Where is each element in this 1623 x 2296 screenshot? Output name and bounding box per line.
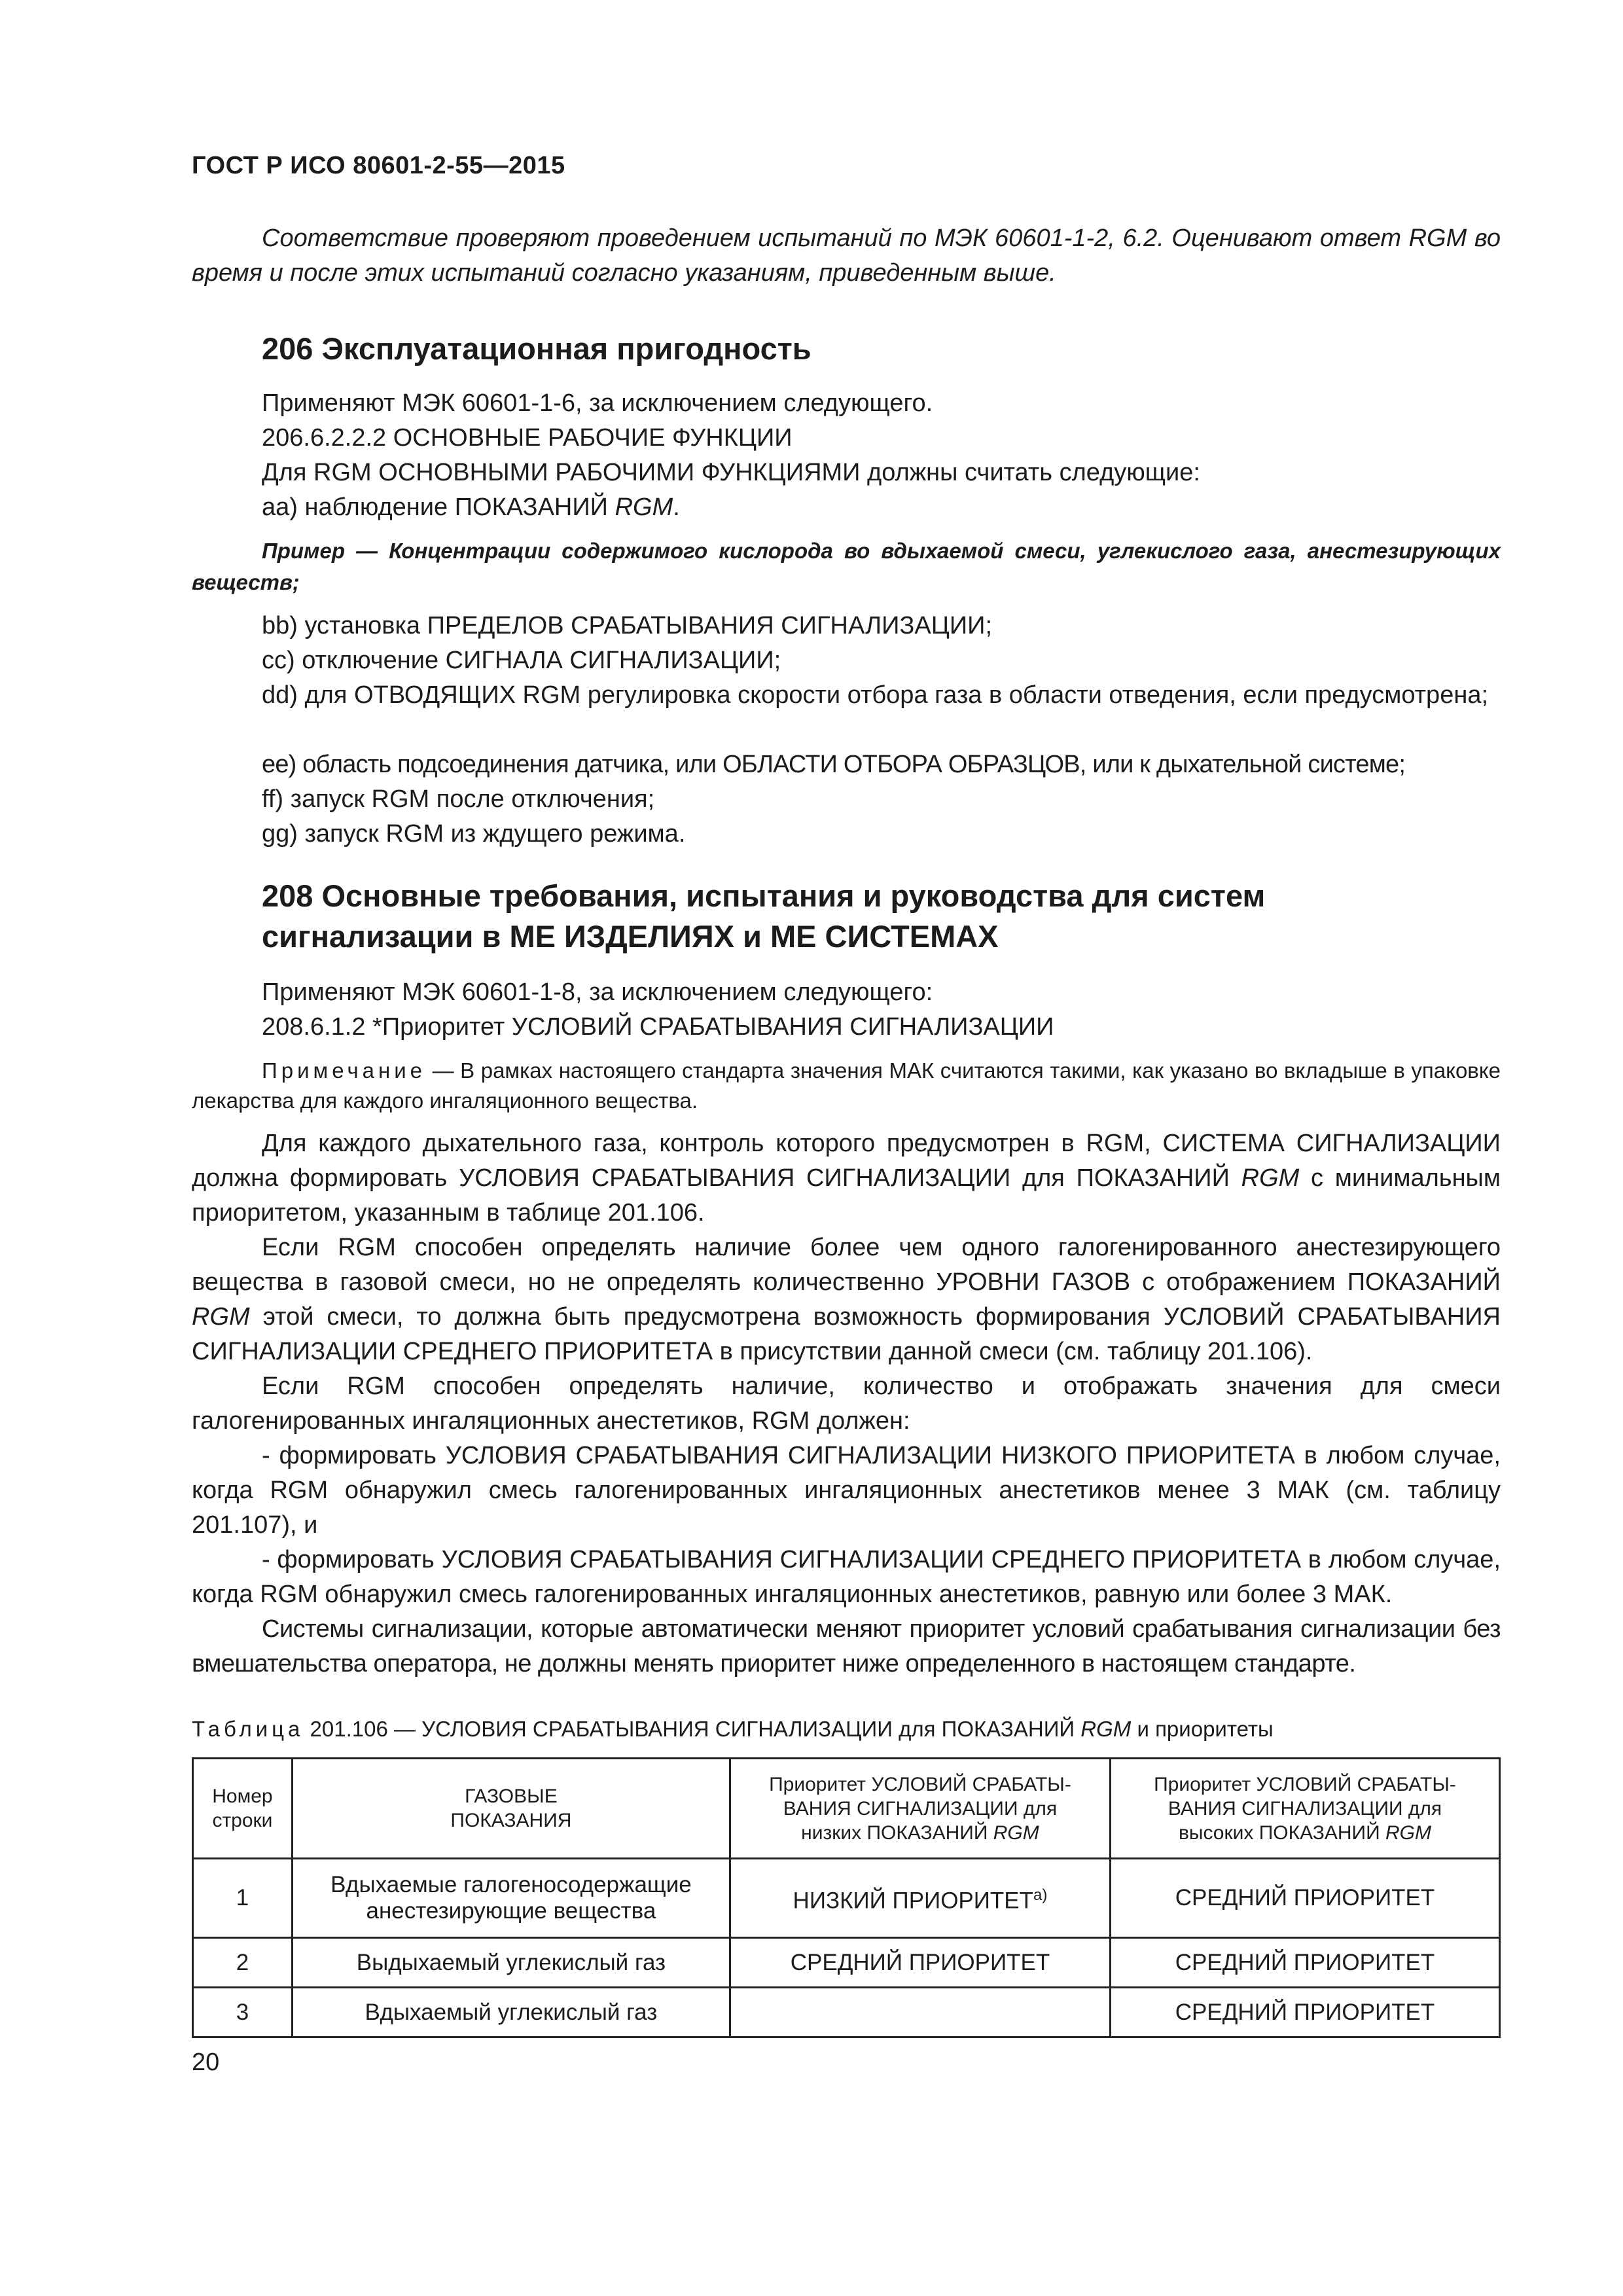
priority-table	[192, 1757, 1501, 2038]
intro-paragraph: Соответствие проверяют проведением испытаний по МЭК 60601-1-2, 6.2. Оценивают ответ RGM во время и после этих испытаний согласно указаниям, приведенным выше.	[192, 224, 1501, 287]
cell-high-priority: СРЕДНИЙ ПРИОРИТЕТ	[1110, 1938, 1499, 1988]
cell-gas: Вдыхаемые галогеносодержащие анестезирующие вещества	[292, 1859, 730, 1938]
cell-low-priority: СРЕДНИЙ ПРИОРИТЕТ	[730, 1938, 1110, 1988]
item-ff: ff) запуск RGM после отключения;	[262, 785, 655, 813]
footnote-marker: а)	[1033, 1886, 1048, 1904]
header-low-priority: Приоритет УСЛОВИЙ СРАБАТЫ- ВАНИЯ СИГНАЛИЗАЦИИ для низких ПОКАЗАНИЙ RGM	[730, 1759, 1110, 1859]
cell-high-priority: СРЕДНИЙ ПРИОРИТЕТ	[1110, 1859, 1499, 1938]
item-ee: ее) область подсоединения датчика, или ОБЛАСТИ ОТБОРА ОБРАЗЦОВ, или к дыхательной системе;	[262, 751, 1406, 778]
cell-row-number: 3	[193, 1988, 293, 2037]
item-aa: аа) наблюдение ПОКАЗАНИЙ RGM.	[262, 493, 680, 521]
cell-gas: Вдыхаемый углекислый газ	[292, 1988, 730, 2037]
section-208-heading-line-2: сигнализации в ME ИЗДЕЛИЯХ и ME СИСТЕМАХ	[262, 919, 999, 954]
cell-low-priority	[730, 1988, 1110, 2037]
paragraph-6: Системы сигнализации, которые автоматически меняют приоритет условий срабатывания сигнализации без вмешательства оператора, не должны менять приоритет ниже определенного в настоящем стандарте.	[192, 1615, 1501, 1677]
header-gas-readings: ГАЗОВЫЕ ПОКАЗАНИЯ	[292, 1759, 730, 1859]
section-208-line-1: Применяют МЭК 60601-1-8, за исключением следующего:	[262, 978, 933, 1006]
item-bb: bb) установка ПРЕДЕЛОВ СРАБАТЫВАНИЯ СИГНАЛИЗАЦИИ;	[262, 612, 993, 639]
header-row-number: Номер строки	[193, 1759, 293, 1859]
table-row	[193, 1859, 1500, 1938]
section-208-line-2: 208.6.1.2 *Приоритет УСЛОВИЙ СРАБАТЫВАНИЯ СИГНАЛИЗАЦИИ	[262, 1013, 1054, 1041]
table-header-row	[193, 1759, 1500, 1859]
item-gg: gg) запуск RGM из ждущего режима.	[262, 820, 686, 848]
section-206-line-2: 206.6.2.2.2 ОСНОВНЫЕ РАБОЧИЕ ФУНКЦИИ	[262, 424, 793, 452]
paragraph-1: Для каждого дыхательного газа, контроль которого предусмотрен в RGM, СИСТЕМА СИГНАЛИЗАЦИИ должна формировать УСЛОВИЯ СРАБАТЫВАНИЯ СИГНАЛИЗАЦИИ для ПОКАЗАНИЙ RGM с минимальным приоритетом, указанным в таблице 201.106.	[192, 1130, 1501, 1227]
page-number: 20	[192, 2049, 220, 2076]
standard-header: ГОСТ Р ИСО 80601-2-55—2015	[192, 152, 565, 179]
table-row	[193, 1938, 1500, 1988]
paragraph-5: - формировать УСЛОВИЯ СРАБАТЫВАНИЯ СИГНАЛИЗАЦИИ СРЕДНЕГО ПРИОРИТЕТА в любом случае, когда RGM обнаружил смесь галогенированных ингаляционных анестетиков, равную или более 3 МАК.	[192, 1546, 1501, 1608]
item-dd: dd) для ОТВОДЯЩИХ RGM регулировка скорости отбора газа в области отведения, если предусмотрена;	[262, 681, 1489, 709]
cell-high-priority: СРЕДНИЙ ПРИОРИТЕТ	[1110, 1988, 1499, 2037]
paragraph-3: Если RGM способен определять наличие, количество и отображать значения для смеси галогенированных ингаляционных анестетиков, RGM должен:	[192, 1372, 1501, 1435]
header-high-priority: Приоритет УСЛОВИЙ СРАБАТЫ- ВАНИЯ СИГНАЛИЗАЦИИ для высоких ПОКАЗАНИЙ RGM	[1110, 1759, 1499, 1859]
section-208-heading-line-1: 208 Основные требования, испытания и руководства для систем	[262, 878, 1266, 913]
example-note: Пример — Концентрации содержимого кислорода во вдыхаемой смеси, углекислого газа, анестезирующих веществ;	[192, 539, 1501, 594]
table-row	[193, 1988, 1500, 2037]
note-label: Примечание	[262, 1058, 427, 1083]
cell-row-number: 2	[193, 1938, 293, 1988]
cell-low-priority: НИЗКИЙ $ПРИОРИТЕТ^{а)}$	[730, 1859, 1110, 1938]
section-206-heading: 206 Эксплуатационная пригодность	[262, 331, 812, 366]
note: Примечание — В рамках настоящего стандарта значения МАК считаются такими, как указано во вкладыше в упаковке лекарства для каждого ингаляционного вещества.	[192, 1058, 1501, 1113]
paragraph-2: Если RGM способен определять наличие более чем одного галогенированного анестезирующего вещества в газовой смеси, но не определять количественно УРОВНИ ГАЗОВ с отображением ПОКАЗАНИЙ RGM этой смеси, то должна быть предусмотрена возможность формирования УСЛОВИЙ СРАБАТЫВАНИЯ СИГНАЛИЗАЦИИ СРЕДНЕГО ПРИОРИТЕТА в присутствии данной смеси (см. таблицу 201.106).	[192, 1234, 1501, 1365]
cell-gas: Выдыхаемый углекислый газ	[292, 1938, 730, 1988]
cell-row-number: 1	[193, 1859, 293, 1938]
section-206-line-3: Для RGM ОСНОВНЫМИ РАБОЧИМИ ФУНКЦИЯМИ должны считать следующие:	[262, 459, 1200, 486]
paragraph-4: - формировать УСЛОВИЯ СРАБАТЫВАНИЯ СИГНАЛИЗАЦИИ НИЗКОГО ПРИОРИТЕТА в любом случае, когда RGM обнаружил смесь галогенированных ингаляционных анестетиков менее 3 МАК (см. таблицу 201.107), и	[192, 1442, 1501, 1539]
section-206-line-1: Применяют МЭК 60601-1-6, за исключением следующего.	[262, 389, 933, 417]
table-caption: Таблица 201.106 — УСЛОВИЯ СРАБАТЫВАНИЯ СИГНАЛИЗАЦИИ для ПОКАЗАНИЙ RGM и приоритеты	[192, 1717, 1274, 1741]
item-cc: сс) отключение СИГНАЛА СИГНАЛИЗАЦИИ;	[262, 647, 781, 674]
